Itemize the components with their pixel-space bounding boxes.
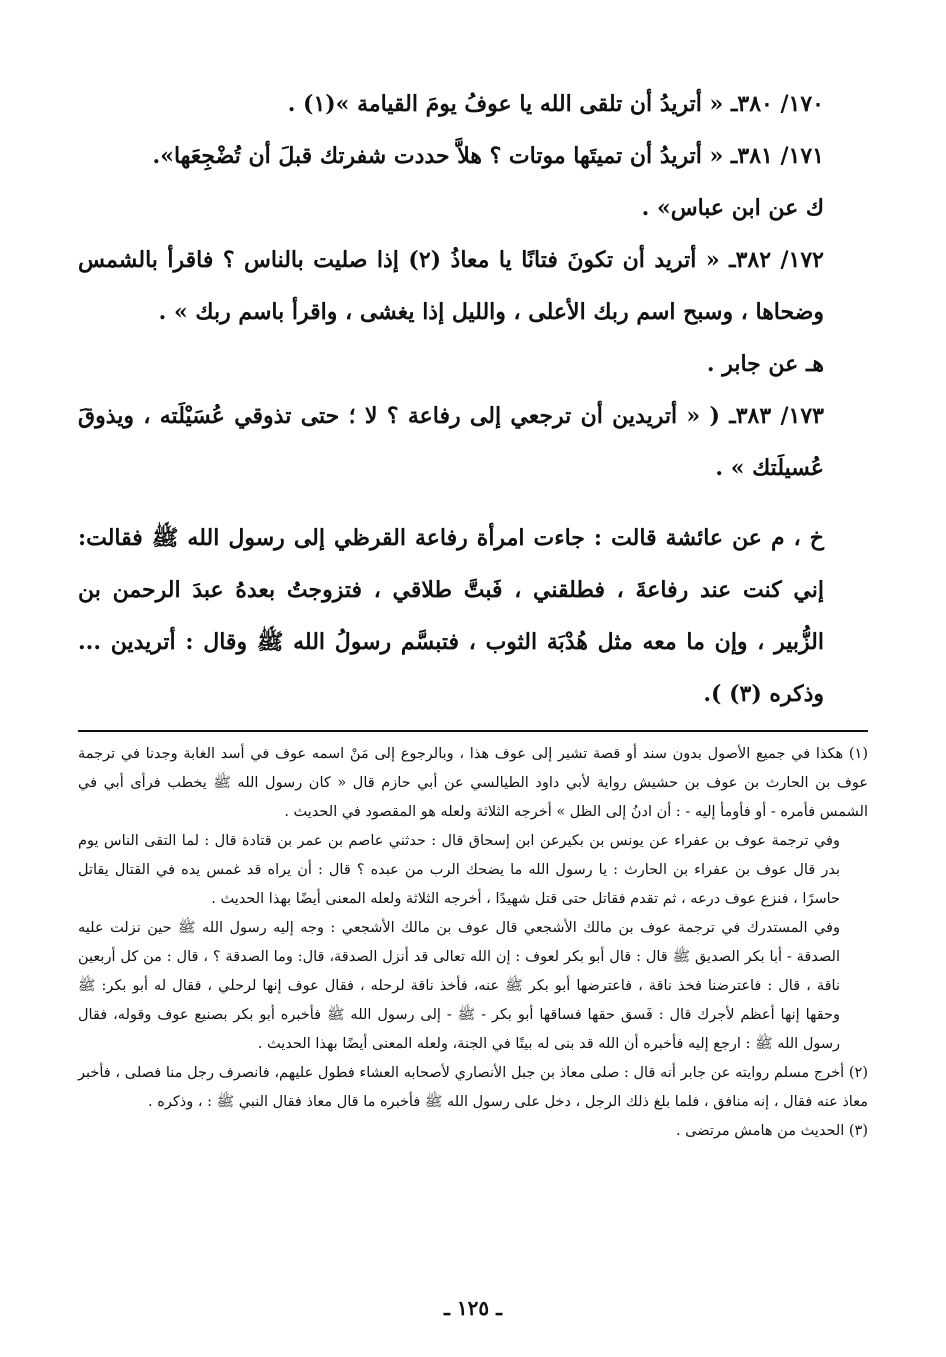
hadith-172-source: هـ عن جابر . bbox=[706, 351, 824, 377]
main-text bbox=[78, 78, 868, 720]
footnotes bbox=[78, 740, 868, 1146]
paragraph-gap bbox=[78, 494, 868, 512]
hadith-172: ١٧٢/ ٣٨٢ـ « أتريد أن تكونَ فتانًا يا معاذُ (٢) إذا صليت بالناس ؟ فاقرأ بالشمس وضحاها ، وسبح اسم ربك الأعلى ، والليل إذا يغشى ، واقرأ باسم ربك » . bbox=[78, 247, 824, 325]
footnote-2: (٢) أخرج مسلم روايته عن جابر أنه قال : صلى معاذ بن جبل الأنصاري لأصحابه العشاء فطول عليهم، فانصرف رجل منا فصلى ، فأخبر معاذ عنه فقال ، إنه منافق ، فلما بلغ ذلك الرجل ، دخل على رسول الله ﷺ فأخبره ما قال معاذ فقال النبي ﷺ : ، وذكره . bbox=[78, 1065, 868, 1110]
footnote-1-continued-b: وفي المستدرك في ترجمة عوف بن مالك الأشجعي قال عوف بن مالك الأشجعي : وجه إليه رسول الله ﷺ حين نزلت عليه الصدقة - أبا بكر الصديق ﷺ قال : قال أبو بكر لعوف : إن الله تعالى قد أنزل الصدقة، قال: وما الصدقة ؟ ، قال : من كل أربعين ناقة ، قال : فاعترضنا فخذ ناقة ، فاعترضها أبو بكر ﷺ عنه، فأخذ ناقة لرحله ، فقال عوف إنها لرحلي ، فقال له أبو بكر: ﷺ وحقها إنها أعظم لأجرك قال : فَسق حقها فساقها أبو بكر - ﷺ - إلى رسول الله ﷺ فأخبره أبو بكر بصنيع عوف وقوله، فقال رسول الله ﷺ : ارجع إليه فأخبره أن الله قد بنى له بيتًا في الجنة، ولعله المعنى أيضًا بهذا الحديث . bbox=[78, 920, 840, 1052]
footnote-divider bbox=[78, 730, 868, 732]
hadith-173: ١٧٣/ ٣٨٣ـ ( « أتريدين أن ترجعي إلى رفاعة ؟ لا ؛ حتى تذوقي عُسَيْلَته ، ويذوقَ عُسيلَتك » . bbox=[78, 403, 824, 481]
hadith-171-source: ك عن ابن عباس» . bbox=[641, 195, 824, 221]
hadith-170: ١٧٠/ ٣٨٠ـ « أتريدُ أن تلقى الله يا عوفُ يومَ القيامة »(١) . bbox=[287, 91, 824, 117]
footnote-1: (١) هكذا في جميع الأصول بدون سند أو قصة تشير إلى عوف هذا ، وبالرجوع إلى مَنْ اسمه عوف في أسد الغابة وجدنا في ترجمة عوف بن الحارث بن عوف بن حشيش رواية لأبي داود الطيالسي عن أبي حازم قال « كان رسول الله ﷺ يخطب فرأى أبي في الشمس فأمره - أو فأومأ إليه - : أن ادنُ إلى الظل » أخرجه الثلاثة ولعله هو المقصود في الحديث . bbox=[78, 746, 868, 820]
footnote-1-continued-a: وفي ترجمة عوف بن عفراء عن يونس بن بكيرعن ابن إسحاق قال : حدثني عاصم بن عمر بن قتادة قال : لما التقى الناس يوم بدر قال عوف بن عفراء بن الحارث : يا رسول الله ما يضحك الرب من عبده ؟ قال : أن يراه قد غمس يده في القتال يقاتل حاسرًا ، فنزع عوف درعه ، ثم تقدم فقاتل حتى قتل شهيدًا ، أخرجه الثلاثة ولعله المعنى أيضًا بهذا الحديث . bbox=[78, 833, 840, 907]
hadith-173-source: خ ، م عن عائشة قالت : جاءت امرأة رفاعة القرظي إلى رسول الله ﷺ فقالت: إني كنت عند رفاعةَ ، فطلقني ، فَبتَّ طلاقي ، فتزوجتُ بعدهُ عبدَ الرحمن بن الزُّبير ، وإن ما معه مثل هُدْبَة الثوب ، فتبسَّم رسولُ الله ﷺ وقال : أتريدين ... وذكره (٣) ). bbox=[78, 525, 824, 707]
page-body bbox=[78, 78, 868, 1146]
hadith-171: ١٧١/ ٣٨١ـ « أتريدُ أن تميتَها موتات ؟ هلاَّ حددت شفرتك قبلَ أن تُضْجِعَها». bbox=[152, 143, 824, 169]
page-number: ـ ١٢٥ ـ bbox=[444, 1296, 502, 1320]
footnote-3: (٣) الحديث من هامش مرتضى . bbox=[675, 1123, 868, 1139]
